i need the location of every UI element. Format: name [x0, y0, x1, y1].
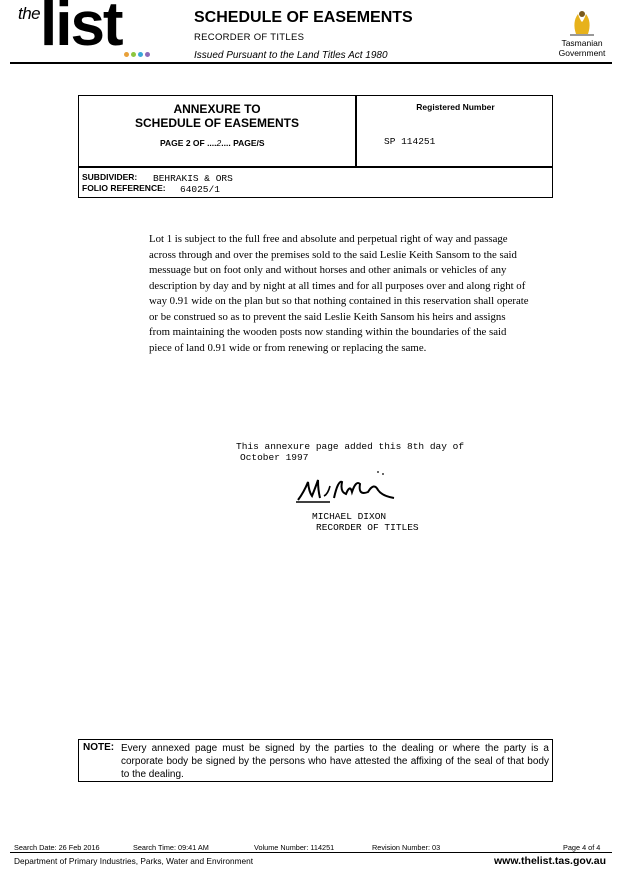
folio-reference-label: FOLIO REFERENCE: [82, 183, 166, 193]
annexure-title [80, 102, 354, 130]
footer-divider [10, 852, 612, 853]
government-label [548, 38, 616, 58]
logo-dot [138, 52, 143, 57]
logo-dot [145, 52, 150, 57]
note-text: Every annexed page must be signed by the parties to the dealing or where the party is a corporate body be signed by the persons who have attested the affixing of the seal of that body to the dealing. [121, 743, 549, 780]
annexure-statement-line1: This annexure page added this 8th day of [236, 441, 465, 452]
folio-reference-value: 64025/1 [180, 184, 220, 195]
logo-dot [131, 52, 136, 57]
signer [312, 511, 419, 533]
department: Department of Primary Industries, Parks, Water and Environment [14, 856, 254, 866]
easement-text: Lot 1 is subject to the full free and absolute and perpetual right of way and passage across through and over the premises sold to the said Leslie Keith Sansom to the said messuage but on foot only and without horses and other animals or vehicles of any description by day and by night at all times and for all purposes over and along right of way 0.91 wide on the plan but so that nothing contained in this reservation shall operate or be construed so as to prevent the said Leslie Keith Sansom his heirs and assigns from maintaining the wooden posts now standing within the boundaries of the said piece of land 0.91 wide or from renewing or replacing the same. [149, 233, 529, 354]
note-label: NOTE: [83, 742, 115, 753]
registered-number: SP 114251 [384, 136, 436, 147]
website-link[interactable]: www.thelist.tas.gov.au [494, 855, 607, 867]
revision-number: Revision Number: 03 [372, 843, 441, 852]
page-count-suffix: .... PAGE/S [221, 138, 265, 148]
signer-name: MICHAEL DIXON [312, 511, 387, 522]
logo-word-the: the [18, 4, 41, 23]
annexure-statement-line2: October 1997 [240, 452, 309, 463]
page-count-prefix: PAGE 2 OF .... [160, 138, 217, 148]
registered-number-label: Registered Number [416, 102, 495, 112]
document-title: SCHEDULE OF EASEMENTS [194, 9, 413, 26]
search-time: Search Time: 09:41 AM [133, 843, 209, 852]
logo-dots [124, 52, 150, 57]
tasmanian-crest-icon [566, 8, 598, 36]
annexure-box-divider [355, 95, 357, 166]
logo-word-list: list [40, 0, 122, 59]
subdivider-label: SUBDIVIDER: [82, 172, 138, 182]
header-divider [10, 62, 612, 64]
logo-dot [124, 52, 129, 57]
government-line2: Government [558, 48, 606, 58]
subdivider-value: BEHRAKIS & ORS [153, 173, 233, 184]
annexure-statement [236, 441, 464, 463]
signature [294, 466, 399, 506]
issuing-act: Issued Pursuant to the Land Titles Act 1980 [194, 50, 388, 61]
annexure-title-line2: SCHEDULE OF EASEMENTS [134, 116, 299, 130]
volume-number: Volume Number: 114251 [254, 843, 335, 852]
page-count [160, 138, 265, 148]
search-date: Search Date: 26 Feb 2016 [14, 843, 100, 852]
signer-title: RECORDER OF TITLES [316, 522, 419, 533]
government-line1: Tasmanian [561, 38, 603, 48]
document-subtitle: RECORDER OF TITLES [194, 32, 305, 43]
annexure-title-line1: ANNEXURE TO [173, 102, 261, 116]
page-count-total: 2 [216, 138, 222, 148]
annexure-box-divider [78, 166, 553, 168]
page-number: Page 4 of 4 [563, 843, 601, 852]
